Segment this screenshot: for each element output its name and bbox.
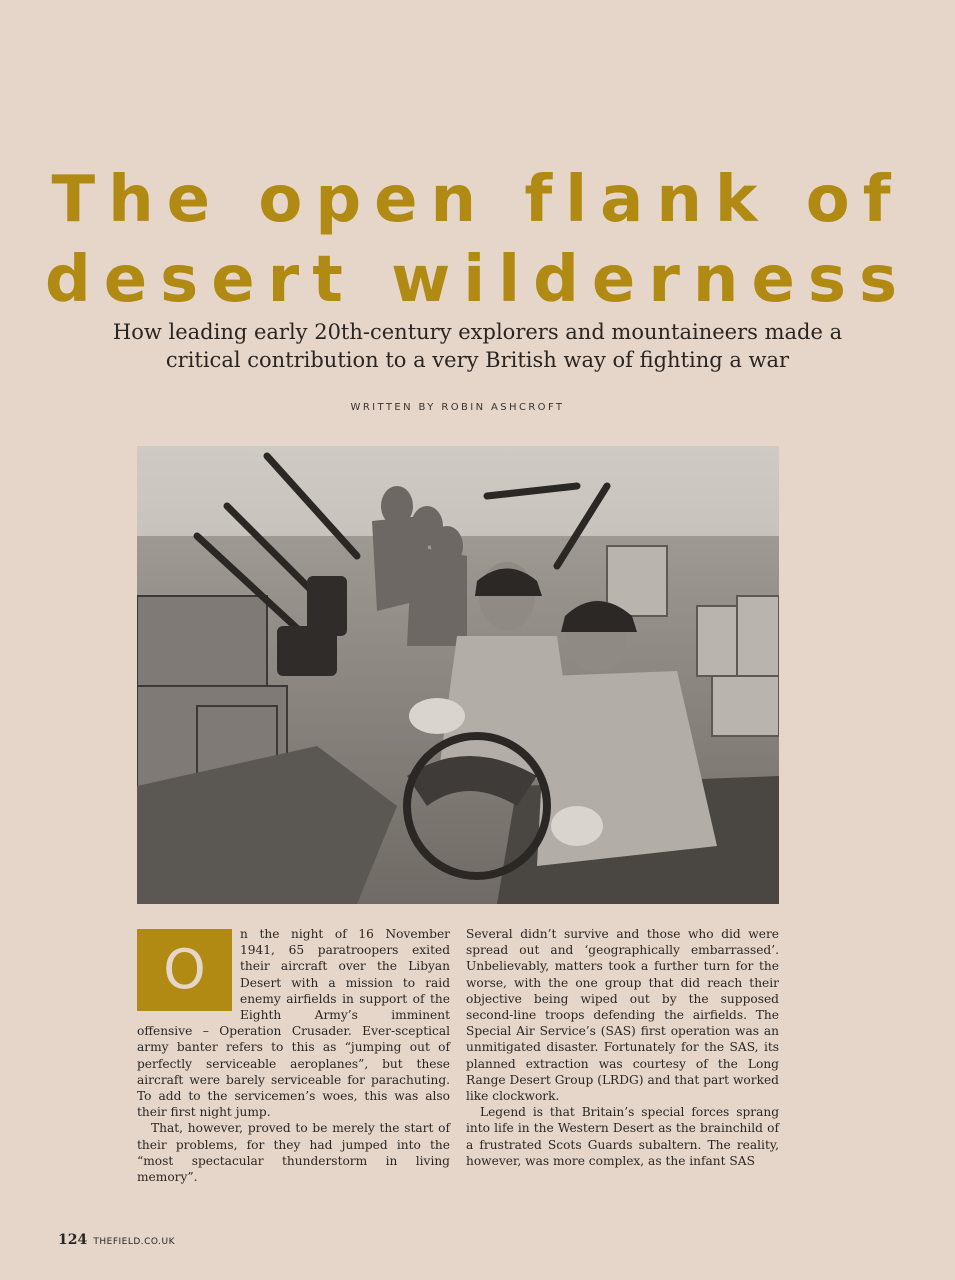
page-number: 124 — [58, 1232, 88, 1248]
page-footer — [58, 1232, 175, 1248]
title-line-2: desert wilderness — [44, 243, 911, 317]
paragraph-2: That, however, proved to be merely the start of their problems, for they had jumped into the “most spectacular thunderstorm in living memory”. — [137, 1121, 450, 1185]
paragraph-4: Legend is that Britain’s special forces sprang into life in the Western Desert as the brainchild of a frustrated Scots Guards subaltern. The reality, however, was more complex, as the infant SAS — [466, 1105, 779, 1168]
drop-cap: O — [137, 929, 232, 1011]
title-line-1: The open flank of — [51, 163, 904, 237]
site-name: THEFIELD.CO.UK — [93, 1237, 176, 1247]
lead-photo — [137, 446, 779, 904]
byline: WRITTEN BY ROBIN ASHCROFT — [350, 402, 565, 413]
paragraph-1 — [137, 926, 450, 1120]
article-title — [0, 160, 955, 320]
paragraph-1-text: n the night of 16 November 1941, 65 paratroopers exited their aircraft over the Libyan Desert with a mission to raid enemy airfields in support of the Eighth Army’s imminent offensive – Operation Crusader. Ever-sceptical army banter refers to this as “jumping out of perfectly serviceable aeroplanes”, but these aircraft were barely serviceable for parachuting. To add to the servicemen’s woes, this was also their first night jump. — [137, 927, 450, 1120]
article-column-2 — [466, 926, 779, 1169]
article-column-1 — [137, 926, 450, 1185]
paragraph-3: Several didn’t survive and those who did were spread out and ‘geographically embarrassed’. Unbelievably, matters took a further turn for the worse, with the one group that did reach their objective being wiped out by the supposed second-line troops defending the airfields. The Special Air Service’s (SAS) first operation was an unmitigated disaster. Fortunately for the SAS, its planned extraction was courtesy of the Long Range Desert Group (LRDG) and that part worked like clockwork. — [466, 927, 779, 1104]
article-subtitle: How leading early 20th-century explorers and mountaineers made a critical contribution to a very British way of fighting a war — [112, 320, 843, 372]
